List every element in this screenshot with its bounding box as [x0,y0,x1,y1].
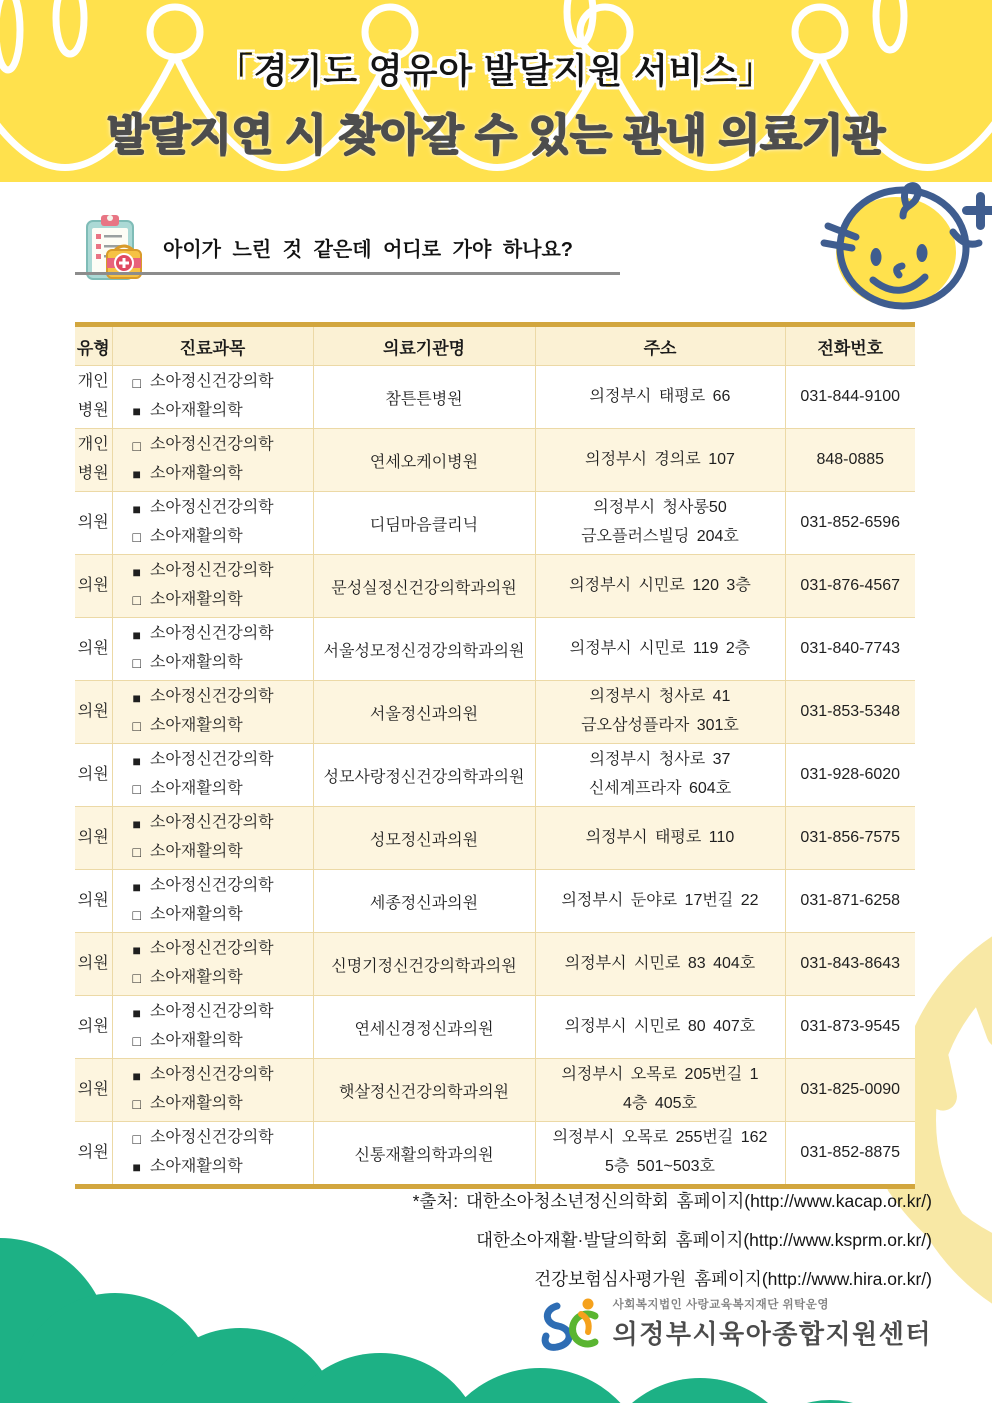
center-logo [539,1294,932,1352]
checkbox-checked-icon: ■ [132,626,141,643]
cell-departments [112,996,313,1059]
cell-address: 의정부시 청사롱50 금오플러스빌딩 204호 [535,492,785,555]
source-line: 대한소아재활·발달의학회 홈페이지(http://www.ksprm.or.kr/) [476,1230,932,1250]
cell-hospital-name: 신명기정신건강의학과의원 [313,933,535,996]
logo-small-text: 사회복지법인 사랑교육복지재단 위탁운영 [612,1298,829,1311]
cell-phone: 031-871-6258 [785,870,915,933]
child-face-icon [810,180,992,310]
department-label: 소아재활의학 [149,402,243,419]
table-row [75,366,915,429]
department-label: 소아정신건강의학 [149,940,274,958]
checkbox-checked-icon: ■ [132,941,141,958]
checkbox-checked-icon: ■ [132,815,141,832]
cell-type: 의원 [75,492,112,555]
question-text: 아이가 느린 것 같은데 어디로 가야 하나요? [163,239,573,261]
cell-hospital-name: 서울성모정신겅강의학과의원 [313,618,535,681]
department-label: 소아정신건강의학 [149,688,274,706]
cell-hospital-name: 햇살정신건강의학과의원 [313,1059,535,1122]
cell-phone: 031-856-7575 [785,807,915,870]
checkbox-unchecked-icon: □ [132,1130,141,1147]
department-label: 소아정신건강의학 [149,751,274,769]
table-row [75,429,915,492]
table-row [75,555,915,618]
cell-departments [112,1122,313,1185]
cell-phone: 031-876-4567 [785,555,915,618]
cell-hospital-name: 디딤마음클리닉 [313,492,535,555]
table-row [75,681,915,744]
cell-address: 의정부시 태평로 110 [535,807,785,870]
cell-phone: 031-928-6020 [785,744,915,807]
subtitle-part: 찾아갈 수 있는 [338,112,624,160]
cell-departments [112,492,313,555]
cell-address: 의정부시 오목로 255번길 162 5층 501~503호 [535,1122,785,1185]
department-label: 소아재활의학 [149,528,243,545]
hospital-table-body [75,366,915,1185]
department-label: 소아재활의학 [149,1032,243,1049]
department-label: 소아정신건강의학 [149,1066,274,1084]
cell-departments [112,681,313,744]
cell-type: 개인 병원 [75,429,112,492]
department-label: 소아재활의학 [149,843,243,860]
checkbox-unchecked-icon: □ [132,529,141,546]
page-title: 「경기도 영유아 발달지원 서비스」 [217,52,775,91]
cell-type: 의원 [75,681,112,744]
table-row [75,492,915,555]
table-row [75,807,915,870]
checkbox-unchecked-icon: □ [132,718,141,735]
table-header-row [75,327,915,366]
cell-hospital-name: 성모정신과의원 [313,807,535,870]
cell-type: 의원 [75,555,112,618]
checkbox-unchecked-icon: □ [132,437,141,454]
cell-type: 의원 [75,618,112,681]
checkbox-unchecked-icon: □ [132,1033,141,1050]
subtitle-part: 관내 의료기관 [623,112,885,160]
cell-departments [112,807,313,870]
checkbox-checked-icon: ■ [132,689,141,706]
cell-phone: 031-853-5348 [785,681,915,744]
department-label: 소아정신건강의학 [149,877,274,895]
cell-type: 개인 병원 [75,366,112,429]
cell-address: 의정부시 시민로 120 3층 [535,555,785,618]
table-row [75,996,915,1059]
checkbox-unchecked-icon: □ [132,781,141,798]
cell-departments [112,366,313,429]
cell-phone: 031-843-8643 [785,933,915,996]
cell-type: 의원 [75,744,112,807]
department-label: 소아재활의학 [149,465,243,482]
checkbox-unchecked-icon: □ [132,374,141,391]
table-row [75,933,915,996]
source-line: *출처: 대한소아청소년정신의학회 홈페이지(http://www.kacap.or.kr/) [412,1191,932,1211]
department-label: 소아정신건강의학 [149,1003,274,1021]
department-label: 소아재활의학 [149,591,243,608]
checkbox-unchecked-icon: □ [132,970,141,987]
cell-departments [112,429,313,492]
cell-type: 의원 [75,996,112,1059]
source-line: 건강보험심사평가원 홈페이지(http://www.hira.or.kr/) [534,1269,932,1289]
checkbox-checked-icon: ■ [132,563,141,580]
logo-main-text: 의정부시육아종합지원센터 [612,1318,932,1349]
checkbox-unchecked-icon: □ [132,592,141,609]
table-row [75,1122,915,1185]
checkbox-unchecked-icon: □ [132,907,141,924]
checkbox-unchecked-icon: □ [132,844,141,861]
department-label: 소아정신건강의학 [149,436,274,454]
cell-phone: 031-873-9545 [785,996,915,1059]
department-label: 소아정신건강의학 [149,625,274,643]
cell-address: 의정부시 시민로 119 2층 [535,618,785,681]
department-label: 소아정신건강의학 [149,1129,274,1147]
cell-address: 의정부시 청사로 37 신세계프라자 604호 [535,744,785,807]
checkbox-checked-icon: ■ [132,403,141,420]
cell-type: 의원 [75,1122,112,1185]
cell-address: 의정부시 청사로 41 금오삼성플라자 301호 [535,681,785,744]
cell-departments [112,744,313,807]
department-label: 소아재활의학 [149,906,243,923]
subtitle [0,102,992,163]
cell-address: 의정부시 시민로 80 407호 [535,996,785,1059]
cell-address: 의정부시 경의로 107 [535,429,785,492]
checkbox-checked-icon: ■ [132,1067,141,1084]
department-label: 소아재활의학 [149,1158,243,1175]
department-label: 소아재활의학 [149,717,243,734]
cell-phone: 031-840-7743 [785,618,915,681]
department-label: 소아재활의학 [149,969,243,986]
cell-hospital-name: 신통재활의학과의원 [313,1122,535,1185]
center-logo-mark-icon [539,1294,605,1352]
cell-phone: 031-825-0090 [785,1059,915,1122]
column-header: 의료기관명 [313,327,535,366]
hospital-table [75,322,915,1189]
cell-departments [112,933,313,996]
column-header: 주소 [535,327,785,366]
department-label: 소아재활의학 [149,780,243,797]
cell-address: 의정부시 둔야로 17번길 22 [535,870,785,933]
department-label: 소아정신건강의학 [149,814,274,832]
checkbox-checked-icon: ■ [132,1159,141,1176]
cell-type: 의원 [75,807,112,870]
department-label: 소아정신건강의학 [149,499,274,517]
cell-departments [112,870,313,933]
table-row [75,618,915,681]
sources [413,1182,932,1299]
cell-hospital-name: 성모사랑정신건강의학과의원 [313,744,535,807]
table-row [75,744,915,807]
department-label: 소아정신건강의학 [149,373,274,391]
cell-hospital-name: 세종정신과의원 [313,870,535,933]
divider-line [75,272,620,275]
cell-type: 의원 [75,870,112,933]
banner [0,0,992,182]
cell-hospital-name: 문성실정신건강의학과의원 [313,555,535,618]
cell-departments [112,618,313,681]
cell-address: 의정부시 태평로 66 [535,366,785,429]
cell-address: 의정부시 오목로 205번길 1 4층 405호 [535,1059,785,1122]
department-label: 소아정신건강의학 [149,562,274,580]
cell-departments [112,555,313,618]
cell-address: 의정부시 시민로 83 404호 [535,933,785,996]
cell-phone: 848-0885 [785,429,915,492]
checkbox-unchecked-icon: □ [132,1096,141,1113]
checkbox-checked-icon: ■ [132,752,141,769]
column-header: 진료과목 [112,327,313,366]
table-row [75,1059,915,1122]
checkbox-checked-icon: ■ [132,500,141,517]
cell-hospital-name: 연세신경정신과의원 [313,996,535,1059]
cell-type: 의원 [75,933,112,996]
column-header: 유형 [75,327,112,366]
department-label: 소아재활의학 [149,654,243,671]
cell-hospital-name: 연세오케이병원 [313,429,535,492]
cell-phone: 031-852-6596 [785,492,915,555]
column-header: 전화번호 [785,327,915,366]
cell-phone: 031-852-8875 [785,1122,915,1185]
cell-hospital-name: 참튼튼병원 [313,366,535,429]
checkbox-unchecked-icon: □ [132,655,141,672]
cell-departments [112,1059,313,1122]
cell-hospital-name: 서울정신과의원 [313,681,535,744]
cell-type: 의원 [75,1059,112,1122]
table-row [75,870,915,933]
checkbox-checked-icon: ■ [132,1004,141,1021]
center-logo-text [613,1296,932,1351]
checkbox-checked-icon: ■ [132,878,141,895]
cell-phone: 031-844-9100 [785,366,915,429]
department-label: 소아재활의학 [149,1095,243,1112]
checkbox-checked-icon: ■ [132,466,141,483]
subtitle-part: 발달지연 시 [107,112,339,160]
